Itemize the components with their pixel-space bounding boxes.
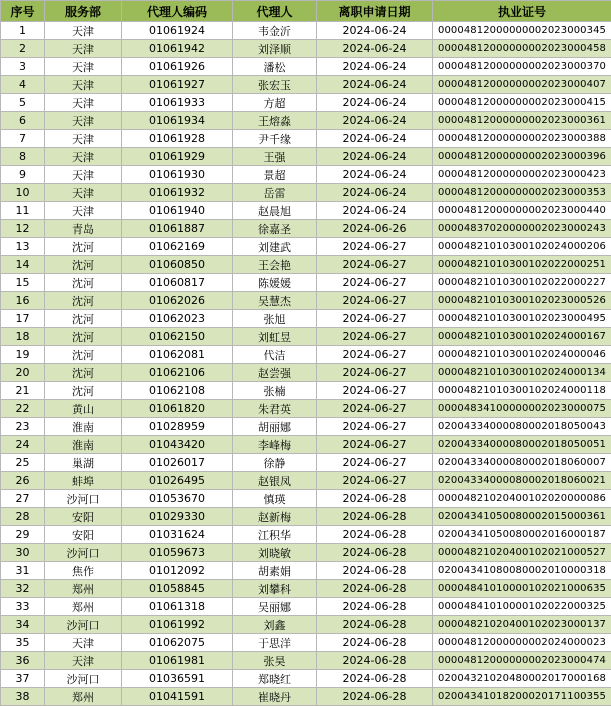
cell-license-no: 00004821020400102021000527 [433,544,611,562]
table-row [1,526,611,544]
cell-license-no: 00004837020000002023000243 [433,220,611,238]
cell-index: 17 [1,310,45,328]
cell-index: 12 [1,220,45,238]
cell-agent-name: 张楠 [233,382,317,400]
cell-agent-name: 代洁 [233,346,317,364]
cell-resign-date: 2024-06-27 [317,454,433,472]
table-row [1,274,611,292]
cell-resign-date: 2024-06-27 [317,400,433,418]
cell-service-dept: 天津 [45,166,122,184]
table-row [1,346,611,364]
cell-agent-name: 徐嘉圣 [233,220,317,238]
cell-service-dept: 淮南 [45,436,122,454]
cell-index: 32 [1,580,45,598]
cell-agent-name: 李峰梅 [233,436,317,454]
cell-index: 5 [1,94,45,112]
header-row [1,1,611,22]
cell-index: 1 [1,22,45,40]
cell-license-no: 00004821020400102023000137 [433,616,611,634]
cell-service-dept: 天津 [45,94,122,112]
cell-agent-code: 01061932 [122,184,233,202]
table-row [1,256,611,274]
cell-service-dept: 沙河口 [45,670,122,688]
cell-resign-date: 2024-06-28 [317,580,433,598]
header-agent-code: 代理人编码 [122,1,233,22]
cell-agent-code: 01026017 [122,454,233,472]
cell-service-dept: 天津 [45,634,122,652]
cell-index: 23 [1,418,45,436]
cell-service-dept: 沙河口 [45,490,122,508]
cell-index: 24 [1,436,45,454]
cell-agent-name: 刘鑫 [233,616,317,634]
cell-index: 8 [1,148,45,166]
cell-agent-code: 01029330 [122,508,233,526]
cell-index: 16 [1,292,45,310]
cell-agent-code: 01061820 [122,400,233,418]
cell-service-dept: 青岛 [45,220,122,238]
cell-agent-name: 刘攀科 [233,580,317,598]
table-row [1,148,611,166]
cell-agent-code: 01062150 [122,328,233,346]
cell-agent-name: 刘泽顺 [233,40,317,58]
cell-agent-code: 01061887 [122,220,233,238]
cell-index: 36 [1,652,45,670]
cell-agent-code: 01031624 [122,526,233,544]
cell-index: 9 [1,166,45,184]
cell-agent-code: 01061928 [122,130,233,148]
cell-license-no: 00004812000000002023000370 [433,58,611,76]
cell-license-no: 00004812000000002023000388 [433,130,611,148]
table-row [1,310,611,328]
cell-agent-name: 胡丽娜 [233,418,317,436]
header-agent-name: 代理人 [233,1,317,22]
cell-resign-date: 2024-06-24 [317,202,433,220]
cell-license-no: 00004821010300102022000251 [433,256,611,274]
cell-agent-name: 徐静 [233,454,317,472]
cell-service-dept: 蚌埠 [45,472,122,490]
cell-agent-code: 01036591 [122,670,233,688]
cell-index: 18 [1,328,45,346]
cell-service-dept: 沈河 [45,256,122,274]
cell-agent-code: 01012092 [122,562,233,580]
cell-resign-date: 2024-06-27 [317,274,433,292]
cell-service-dept: 天津 [45,76,122,94]
cell-resign-date: 2024-06-27 [317,472,433,490]
cell-agent-code: 01061942 [122,40,233,58]
table-row [1,580,611,598]
cell-agent-name: 胡素娟 [233,562,317,580]
cell-service-dept: 天津 [45,112,122,130]
cell-resign-date: 2024-06-26 [317,220,433,238]
cell-agent-name: 方超 [233,94,317,112]
cell-agent-name: 张宏玉 [233,76,317,94]
cell-resign-date: 2024-06-24 [317,94,433,112]
cell-index: 6 [1,112,45,130]
table-row [1,436,611,454]
cell-license-no: 00004821010300102022000227 [433,274,611,292]
cell-resign-date: 2024-06-28 [317,508,433,526]
header-service-dept: 服务部 [45,1,122,22]
cell-agent-name: 赵新梅 [233,508,317,526]
cell-agent-code: 01059673 [122,544,233,562]
cell-license-no: 00004821010300102024000206 [433,238,611,256]
table-row [1,652,611,670]
cell-agent-code: 01061927 [122,76,233,94]
cell-agent-name: 赵晨旭 [233,202,317,220]
table-row [1,544,611,562]
cell-license-no: 02004334000080002018060007 [433,454,611,472]
cell-license-no: 00004812000000002023000458 [433,40,611,58]
cell-agent-name: 岳雷 [233,184,317,202]
cell-resign-date: 2024-06-24 [317,22,433,40]
cell-agent-name: 郑晓红 [233,670,317,688]
cell-service-dept: 郑州 [45,688,122,706]
cell-license-no: 00004812000000002023000440 [433,202,611,220]
cell-agent-code: 01058845 [122,580,233,598]
cell-resign-date: 2024-06-27 [317,292,433,310]
cell-agent-name: 张昊 [233,652,317,670]
cell-resign-date: 2024-06-28 [317,544,433,562]
cell-resign-date: 2024-06-28 [317,490,433,508]
cell-license-no: 00004841010000102021000635 [433,580,611,598]
cell-agent-name: 张旭 [233,310,317,328]
cell-agent-code: 01061924 [122,22,233,40]
cell-agent-code: 01026495 [122,472,233,490]
cell-agent-name: 赵尝强 [233,364,317,382]
table-row [1,184,611,202]
header-license-no: 执业证号 [433,1,611,22]
cell-index: 34 [1,616,45,634]
cell-service-dept: 天津 [45,22,122,40]
cell-agent-name: 刘晓敏 [233,544,317,562]
cell-index: 4 [1,76,45,94]
cell-agent-code: 01061992 [122,616,233,634]
table-row [1,418,611,436]
cell-service-dept: 郑州 [45,580,122,598]
cell-license-no: 02004321020480002017000168 [433,670,611,688]
header-resign-date: 离职申请日期 [317,1,433,22]
cell-license-no: 02004341080080002010000318 [433,562,611,580]
cell-agent-name: 王会艳 [233,256,317,274]
cell-license-no: 00004812000000002023000415 [433,94,611,112]
cell-resign-date: 2024-06-28 [317,688,433,706]
cell-license-no: 02004341018200020171100355 [433,688,611,706]
cell-agent-code: 01061930 [122,166,233,184]
header-index: 序号 [1,1,45,22]
cell-resign-date: 2024-06-24 [317,184,433,202]
cell-agent-name: 景超 [233,166,317,184]
cell-index: 30 [1,544,45,562]
cell-service-dept: 沈河 [45,238,122,256]
cell-agent-code: 01061940 [122,202,233,220]
table-row [1,472,611,490]
cell-index: 3 [1,58,45,76]
table-row [1,598,611,616]
cell-resign-date: 2024-06-24 [317,40,433,58]
cell-license-no: 02004334000080002018060021 [433,472,611,490]
cell-resign-date: 2024-06-28 [317,652,433,670]
table-row [1,22,611,40]
cell-agent-code: 01061934 [122,112,233,130]
cell-service-dept: 天津 [45,652,122,670]
cell-service-dept: 天津 [45,184,122,202]
table-row [1,166,611,184]
cell-index: 28 [1,508,45,526]
cell-license-no: 00004821020400102020000086 [433,490,611,508]
cell-index: 26 [1,472,45,490]
cell-agent-name: 吴慧杰 [233,292,317,310]
cell-resign-date: 2024-06-27 [317,382,433,400]
table-row [1,328,611,346]
cell-resign-date: 2024-06-27 [317,256,433,274]
cell-index: 38 [1,688,45,706]
cell-service-dept: 安阳 [45,526,122,544]
cell-agent-code: 01053670 [122,490,233,508]
table-row [1,562,611,580]
table-row [1,202,611,220]
cell-agent-code: 01062081 [122,346,233,364]
table-row [1,508,611,526]
cell-agent-code: 01041591 [122,688,233,706]
cell-license-no: 00004834100000002023000075 [433,400,611,418]
cell-index: 33 [1,598,45,616]
cell-resign-date: 2024-06-28 [317,598,433,616]
table-row [1,238,611,256]
cell-service-dept: 沈河 [45,274,122,292]
cell-resign-date: 2024-06-24 [317,148,433,166]
cell-index: 20 [1,364,45,382]
cell-resign-date: 2024-06-28 [317,616,433,634]
cell-agent-code: 01062026 [122,292,233,310]
cell-agent-code: 01062075 [122,634,233,652]
cell-license-no: 00004821010300102024000046 [433,346,611,364]
cell-license-no: 00004812000000002023000474 [433,652,611,670]
cell-index: 13 [1,238,45,256]
cell-service-dept: 安阳 [45,508,122,526]
cell-service-dept: 黄山 [45,400,122,418]
cell-resign-date: 2024-06-27 [317,310,433,328]
cell-index: 15 [1,274,45,292]
cell-index: 31 [1,562,45,580]
cell-index: 7 [1,130,45,148]
cell-service-dept: 天津 [45,40,122,58]
cell-agent-name: 王熔淼 [233,112,317,130]
table-row [1,634,611,652]
cell-service-dept: 沙河口 [45,616,122,634]
cell-license-no: 00004812000000002023000353 [433,184,611,202]
cell-service-dept: 沙河口 [45,544,122,562]
cell-agent-code: 01062023 [122,310,233,328]
table-row [1,130,611,148]
cell-agent-name: 崔晓丹 [233,688,317,706]
cell-agent-name: 韦金沂 [233,22,317,40]
cell-agent-name: 刘虹昱 [233,328,317,346]
cell-service-dept: 天津 [45,130,122,148]
cell-index: 19 [1,346,45,364]
cell-service-dept: 郑州 [45,598,122,616]
table-row [1,400,611,418]
cell-license-no: 00004821010300102024000167 [433,328,611,346]
table-row [1,382,611,400]
cell-license-no: 00004812000000002023000361 [433,112,611,130]
cell-index: 27 [1,490,45,508]
cell-resign-date: 2024-06-24 [317,58,433,76]
cell-index: 14 [1,256,45,274]
cell-index: 21 [1,382,45,400]
cell-resign-date: 2024-06-27 [317,436,433,454]
table-row [1,454,611,472]
cell-service-dept: 天津 [45,58,122,76]
cell-agent-code: 01043420 [122,436,233,454]
cell-agent-code: 01060817 [122,274,233,292]
cell-service-dept: 沈河 [45,310,122,328]
cell-index: 10 [1,184,45,202]
cell-license-no: 00004812000000002023000423 [433,166,611,184]
cell-agent-code: 01062106 [122,364,233,382]
table-row [1,40,611,58]
cell-service-dept: 沈河 [45,328,122,346]
cell-service-dept: 天津 [45,202,122,220]
cell-license-no: 00004821010300102023000526 [433,292,611,310]
cell-license-no: 00004812000000002023000407 [433,76,611,94]
cell-agent-name: 刘建武 [233,238,317,256]
table-row [1,364,611,382]
cell-agent-name: 慎瑛 [233,490,317,508]
table-row [1,76,611,94]
cell-resign-date: 2024-06-27 [317,346,433,364]
cell-license-no: 02004334000080002018050051 [433,436,611,454]
cell-agent-name: 赵银凤 [233,472,317,490]
cell-resign-date: 2024-06-28 [317,526,433,544]
cell-index: 29 [1,526,45,544]
cell-agent-code: 01060850 [122,256,233,274]
cell-index: 11 [1,202,45,220]
cell-license-no: 00004821010300102023000495 [433,310,611,328]
cell-index: 25 [1,454,45,472]
table-row [1,94,611,112]
cell-agent-code: 01028959 [122,418,233,436]
cell-resign-date: 2024-06-27 [317,364,433,382]
cell-index: 35 [1,634,45,652]
cell-resign-date: 2024-06-28 [317,562,433,580]
cell-license-no: 00004821010300102024000134 [433,364,611,382]
cell-agent-code: 01061933 [122,94,233,112]
cell-agent-code: 01062108 [122,382,233,400]
cell-license-no: 00004812000000002024000023 [433,634,611,652]
table-row [1,112,611,130]
cell-agent-code: 01062169 [122,238,233,256]
cell-agent-name: 王强 [233,148,317,166]
cell-license-no: 00004812000000002023000396 [433,148,611,166]
table-row [1,670,611,688]
cell-agent-name: 尹千缘 [233,130,317,148]
cell-agent-code: 01061926 [122,58,233,76]
cell-service-dept: 焦作 [45,562,122,580]
cell-agent-name: 陈媛媛 [233,274,317,292]
cell-license-no: 00004812000000002023000345 [433,22,611,40]
cell-resign-date: 2024-06-28 [317,670,433,688]
cell-service-dept: 淮南 [45,418,122,436]
cell-agent-code: 01061318 [122,598,233,616]
cell-agent-name: 于思洋 [233,634,317,652]
cell-license-no: 00004821010300102024000118 [433,382,611,400]
table-row [1,220,611,238]
cell-index: 37 [1,670,45,688]
cell-agent-code: 01061981 [122,652,233,670]
cell-agent-name: 潘松 [233,58,317,76]
cell-resign-date: 2024-06-27 [317,238,433,256]
table-row [1,58,611,76]
cell-agent-name: 江积华 [233,526,317,544]
cell-resign-date: 2024-06-24 [317,76,433,94]
cell-resign-date: 2024-06-27 [317,328,433,346]
cell-license-no: 02004341050080002016000187 [433,526,611,544]
cell-agent-name: 朱君英 [233,400,317,418]
cell-agent-name: 吴丽娜 [233,598,317,616]
cell-resign-date: 2024-06-24 [317,112,433,130]
cell-license-no: 00004841010000102022000325 [433,598,611,616]
cell-service-dept: 沈河 [45,346,122,364]
cell-service-dept: 天津 [45,148,122,166]
cell-resign-date: 2024-06-28 [317,634,433,652]
table-row [1,490,611,508]
cell-index: 2 [1,40,45,58]
table-row [1,616,611,634]
cell-service-dept: 沈河 [45,292,122,310]
cell-license-no: 02004334000080002018050043 [433,418,611,436]
cell-service-dept: 沈河 [45,364,122,382]
cell-resign-date: 2024-06-24 [317,130,433,148]
cell-service-dept: 巢湖 [45,454,122,472]
cell-resign-date: 2024-06-24 [317,166,433,184]
table-row [1,292,611,310]
cell-index: 22 [1,400,45,418]
cell-service-dept: 沈河 [45,382,122,400]
cell-license-no: 02004341050080002015000361 [433,508,611,526]
cell-resign-date: 2024-06-27 [317,418,433,436]
cell-agent-code: 01061929 [122,148,233,166]
